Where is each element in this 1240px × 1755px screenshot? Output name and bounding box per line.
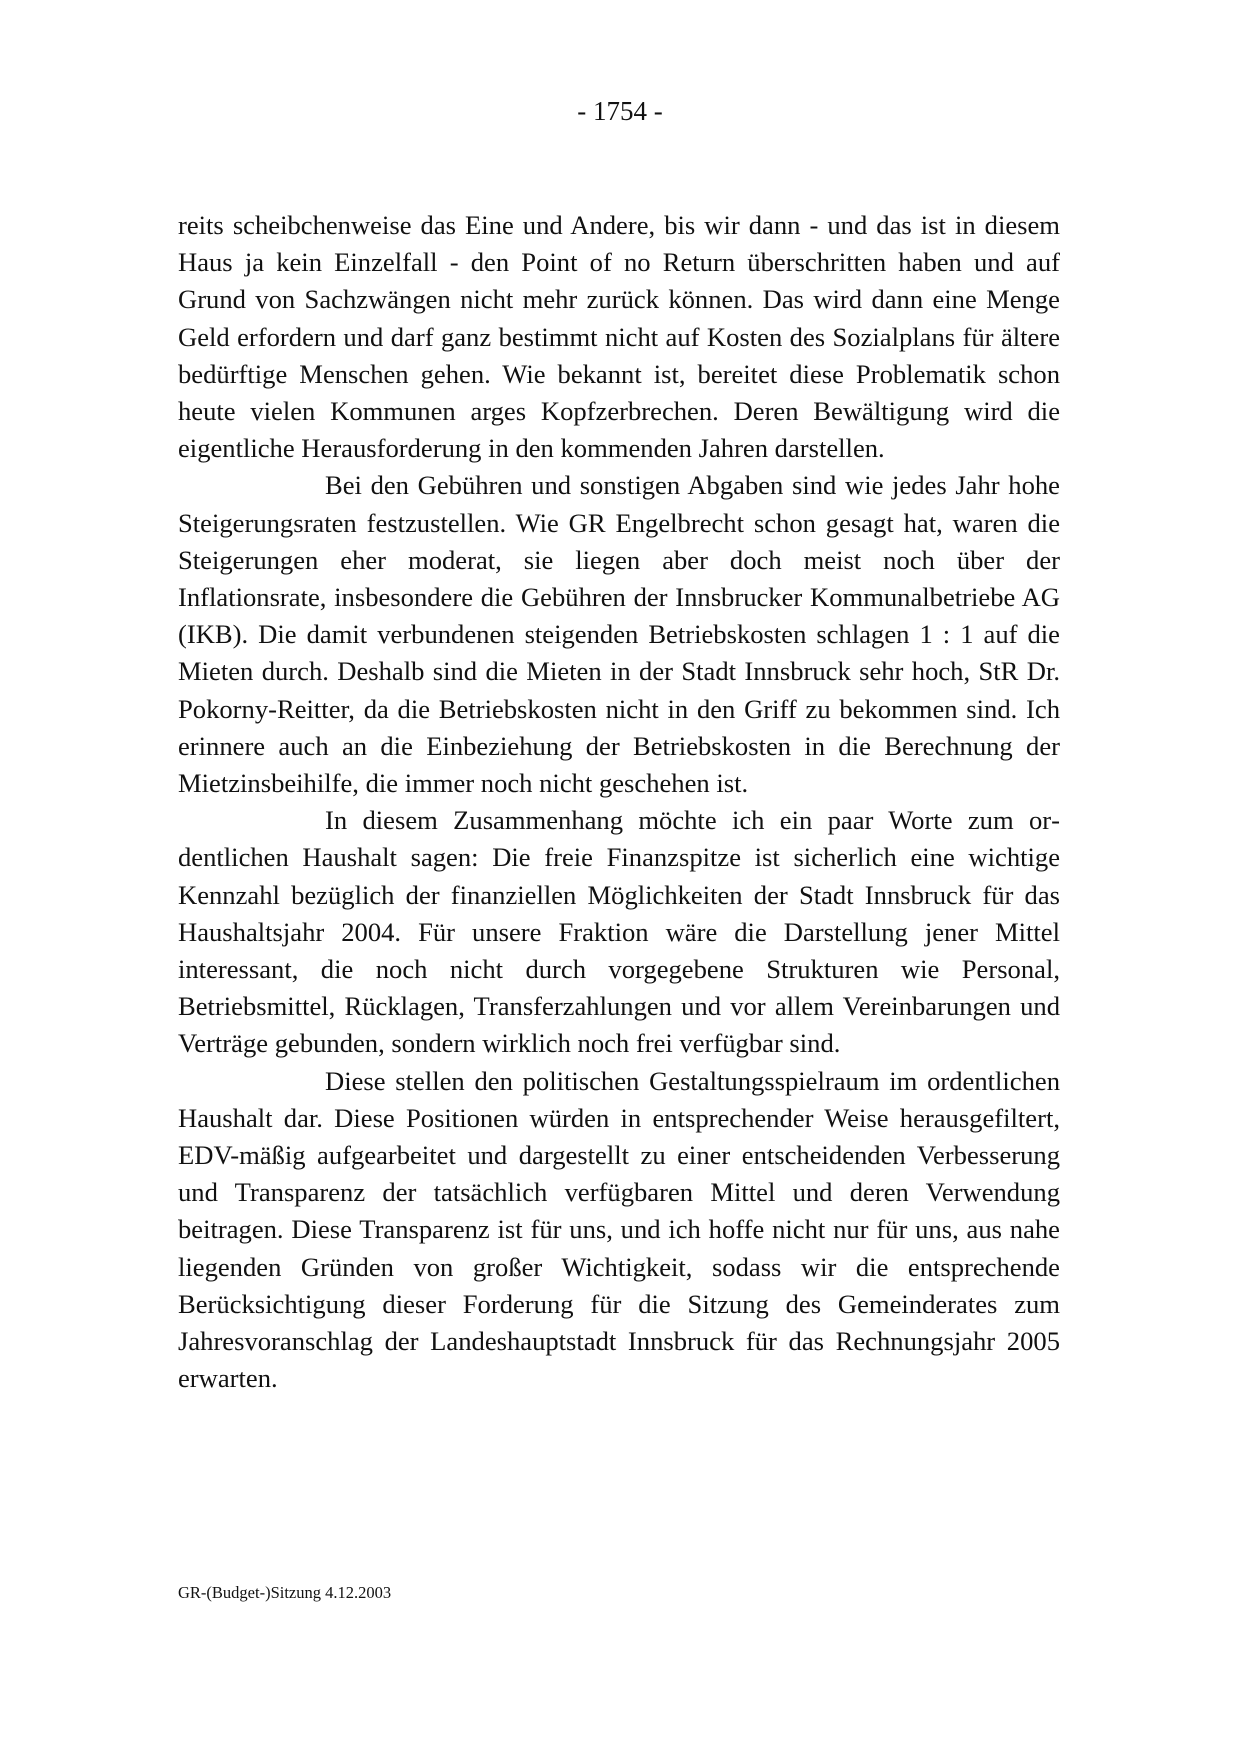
paragraph-3: In diesem Zusammenhang möchte ich ein paar Worte zum ordentlichen Haushalt sagen: Die freie Finanzspitze ist sicherlich eine wichtige Kennzahl bezüglich der finanziellen Möglichkeiten der Stadt Innsbruck für das Haushaltsjahr 2004. Für unsere Fraktion wäre die Darstellung jener Mittel interessant, die noch nicht durch vorgegebene Strukturen wie Personal, Betriebsmittel, Rücklagen, Transferzahlungen und vor allem Vereinbarungen und Verträge gebunden, sondern wirklich noch frei verfügbar sind. [178,805,1060,1059]
paragraph-4: Diese stellen den politischen Gestaltungsspielraum im ordentlichen Haushalt dar. Diese Positionen würden in entsprechender Weise herausgefiltert, EDV-mäßig aufgearbeitet und dargestellt zu einer entscheidenden Verbesserung und Transparenz der tatsächlich verfügbaren Mittel und deren Verwendung beitragen. Diese Transparenz ist für uns, und ich hoffe nicht nur für uns, aus nahe liegenden Gründen von großer Wichtigkeit, sodass wir die entsprechende Berücksichtigung dieser Forderung für die Sitzung des Gemeinderates zum Jahresvoranschlag der Landeshauptstadt Innsbruck für das Rechnungsjahr 2005 erwarten. [178,1065,1060,1394]
paragraph-1: reits scheibchenweise das Eine und Andere, bis wir dann - und das ist in diesem Haus ja kein Einzelfall - den Point of no Return überschritten haben und auf Grund von Sachzwängen nicht mehr zurück können. Das wird dann eine Menge Geld erfordern und darf ganz bestimmt nicht auf Kosten des Sozialplans für ältere bedürftige Menschen gehen. Wie bekannt ist, bereitet diese Problematik schon heute vielen Kommunen arges Kopfzerbrechen. Deren Bewältigung wird die eigentliche Herausforderung in den kommenden Jahren darstellen. [178,210,1060,464]
body-text [178,207,1060,1398]
footer-session-label: GR-(Budget-)Sitzung 4.12.2003 [178,1583,392,1602]
paragraph-2: Bei den Gebühren und sonstigen Abgaben sind wie jedes Jahr hohe Steigerungsraten festzustellen. Wie GR Engelbrecht schon gesagt hat, waren die Steigerungen eher moderat, sie liegen aber doch meist noch über der Inflationsrate, insbesondere die Gebühren der Innsbrucker Kommunalbetriebe AG (IKB). Die damit verbundenen steigenden Betriebskosten schlagen 1 : 1 auf die Mieten durch. Deshalb sind die Mieten in der Stadt Innsbruck sehr hoch, StR Dr. Pokorny-Reitter, da die Betriebskosten nicht in den Griff zu bekommen sind. Ich erinnere auch an die Einbeziehung der Betriebskosten in die Berechnung der Mietzinsbeihilfe, die immer noch nicht geschehen ist. [178,470,1060,799]
page-number: - 1754 - [577,96,663,126]
